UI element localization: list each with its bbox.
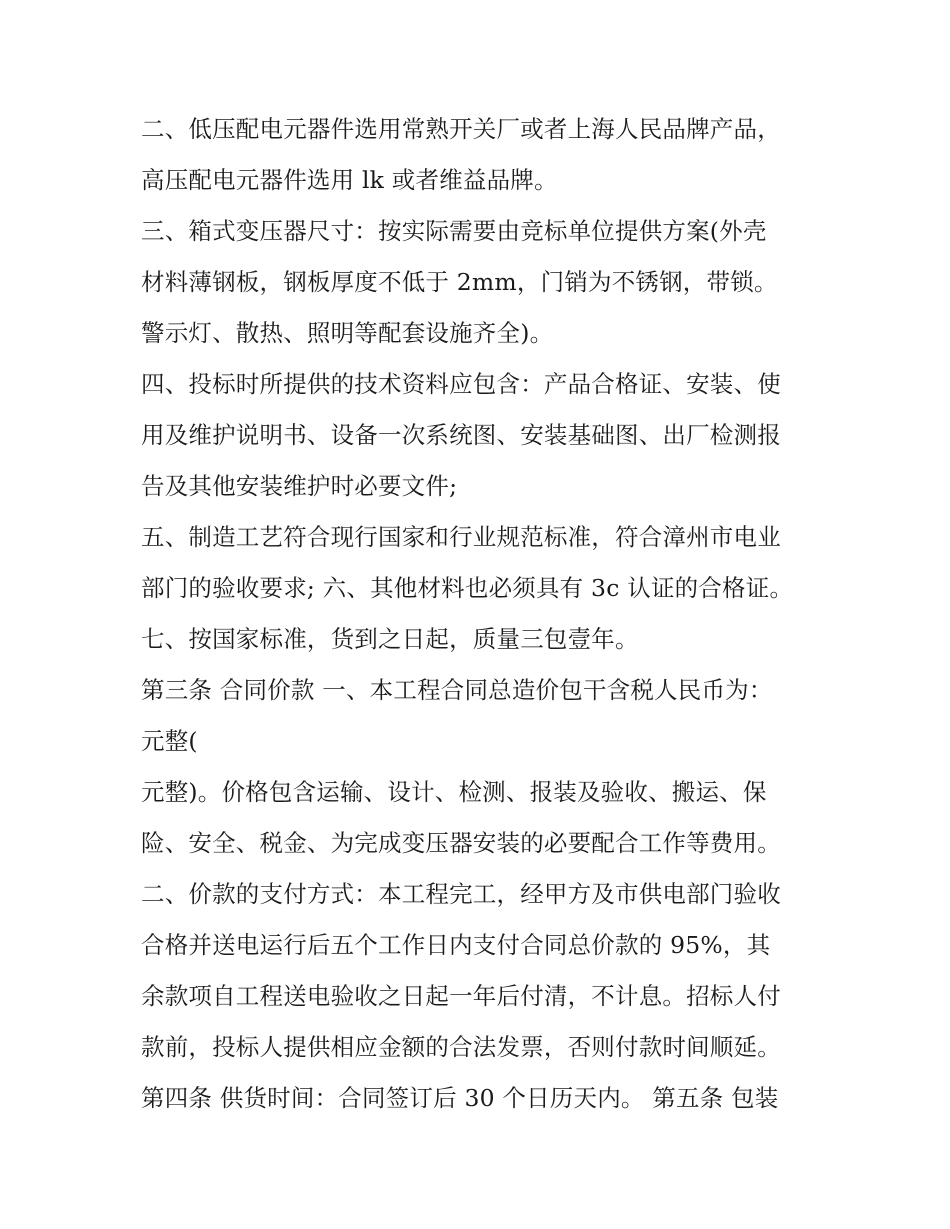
contract-text-body <box>141 104 821 1124</box>
text-line-18: 余款项自工程送电验收之日起一年后付清，不计息。招标人付 <box>141 982 781 1010</box>
text-line-1: 二、低压配电元器件选用常熟开关厂或者上海人民品牌产品， <box>141 115 781 143</box>
text-line-12: 第三条 合同价款 一、本工程合同总造价包干含税人民币为： <box>141 676 773 704</box>
text-line-7: 用及维护说明书、设备一次系统图、安装基础图、出厂检测报 <box>141 421 781 449</box>
text-line-14: 元整)。价格包含运输、设计、检测、报装及验收、搬运、保 <box>141 778 767 806</box>
text-line-15: 险、安全、税金、为完成变压器安装的必要配合工作等费用。 <box>141 829 781 857</box>
text-line-17: 合格并送电运行后五个工作日内支付合同总价款的 95%，其 <box>141 931 771 959</box>
text-line-6: 四、投标时所提供的技术资料应包含：产品合格证、安装、使 <box>141 370 781 398</box>
text-line-8: 告及其他安装维护时必要文件; <box>141 472 458 500</box>
text-line-3: 三、箱式变压器尺寸：按实际需要由竞标单位提供方案(外壳 <box>141 217 767 245</box>
text-line-20: 第四条 供货时间：合同签订后 30 个日历天内。 第五条 包装 <box>141 1084 779 1112</box>
text-line-10: 部门的验收要求; 六、其他材料也必须具有 3c 认证的合格证。 <box>141 574 794 602</box>
text-line-2: 高压配电元器件选用 lk 或者维益品牌。 <box>141 166 558 194</box>
text-line-5: 警示灯、散热、照明等配套设施齐全)。 <box>141 319 554 347</box>
text-line-11: 七、按国家标准，货到之日起，质量三包壹年。 <box>141 625 639 653</box>
text-line-13: 元整( <box>141 727 198 755</box>
text-line-19: 款前，投标人提供相应金额的合法发票，否则付款时间顺延。 <box>141 1033 781 1061</box>
text-line-16: 二、价款的支付方式：本工程完工，经甲方及市供电部门验收 <box>141 880 781 908</box>
text-line-9: 五、制造工艺符合现行国家和行业规范标准，符合漳州市电业 <box>141 523 781 551</box>
text-line-4: 材料薄钢板，钢板厚度不低于 2mm，门销为不锈钢，带锁。 <box>141 268 778 296</box>
